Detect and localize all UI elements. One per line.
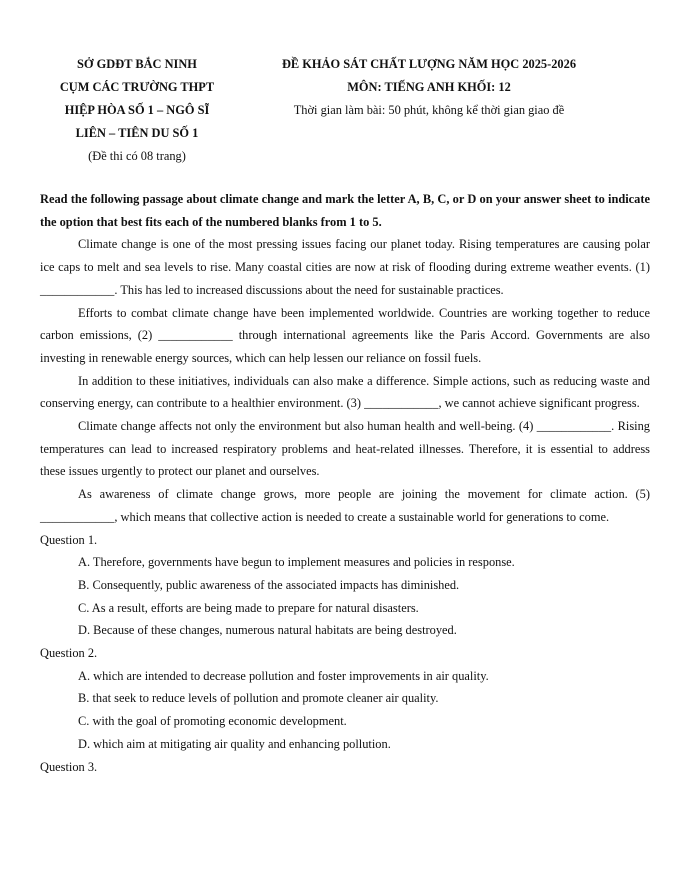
exam-subject: MÔN: TIẾNG ANH KHỐI: 12 — [347, 80, 511, 94]
question-2-option-a: A. which are intended to decrease pollution and foster improvements in air quality. — [78, 668, 489, 683]
school-header — [28, 53, 246, 168]
exam-body — [40, 188, 650, 778]
question-2-option-b: B. that seek to reduce levels of pollution and promote cleaner air quality. — [78, 691, 439, 706]
question-1-option-d: D. Because of these changes, numerous natural habitats are being destroyed. — [78, 623, 457, 638]
passage-paragraph-2: Efforts to combat climate change have been implemented worldwide. Countries are working together to reduce carbon emissions, (2) ____________ through international agreements like the Paris Accord. Governments are also investing in renewable energy sources, which can help lessen our reliance on fossil fuels. — [40, 305, 650, 365]
question-1-option-a: A. Therefore, governments have begun to implement measures and policies in response. — [78, 555, 515, 570]
exam-title: ĐỀ KHẢO SÁT CHẤT LƯỢNG NĂM HỌC 2025-2026 — [281, 57, 577, 71]
question-1-label: Question 1. — [40, 532, 98, 547]
question-2-option-d: D. which aim at mitigating air quality and enhancing pollution. — [78, 736, 391, 751]
dept-name: SỞ GDĐT BẮC NINH — [77, 57, 197, 71]
question-1-option-b: B. Consequently, public awareness of the associated impacts has diminished. — [78, 577, 460, 592]
passage-paragraph-1: Climate change is one of the most pressing issues facing our planet today. Rising temperatures are causing polar ice caps to melt and sea levels to rise. Many coastal cities are now at risk of flooding during extreme weather events. (1) ____________. This has led to increased discussions about the need for sustainable practices. — [40, 237, 650, 297]
question-2-label: Question 2. — [40, 646, 98, 661]
passage-paragraph-4: Climate change affects not only the environment but also human health and well-being. (4) ____________. Rising temperatures can lead to increased respiratory problems and heat-related illnesses. Therefore, it is essential to address these issues urgently to protect our planet and ourselves. — [40, 419, 650, 479]
instruction: Read the following passage about climate change and mark the letter A, B, C, or D on your answer sheet to indicate the option that best fits each of the numbered blanks from 1 to 5. — [40, 192, 650, 229]
school-name-1: HIỆP HÒA SỐ 1 – NGÔ SĨ — [64, 103, 210, 117]
exam-header — [262, 53, 596, 122]
cluster-name: CỤM CÁC TRƯỜNG THPT — [59, 80, 215, 94]
question-3-label: Question 3. — [40, 759, 98, 774]
school-name-2: LIÊN – TIÊN DU SỐ 1 — [75, 126, 199, 140]
passage-paragraph-3: In addition to these initiatives, individuals can also make a difference. Simple actions, such as reducing waste and conserving energy, can contribute to a healthier environment. (3) ____________, we cannot achieve significant progress. — [40, 373, 650, 411]
question-2-option-c: C. with the goal of promoting economic development. — [78, 714, 347, 729]
exam-time: Thời gian làm bài: 50 phút, không kể thời gian giao đề — [293, 103, 565, 117]
question-1-option-c: C. As a result, efforts are being made to prepare for natural disasters. — [78, 600, 419, 615]
passage-paragraph-5: As awareness of climate change grows, more people are joining the movement for climate action. (5) ____________, which means that collective action is needed to create a sustainable world for generations to come. — [40, 487, 650, 524]
page-count-note: (Đề thi có 08 trang) — [88, 149, 186, 163]
